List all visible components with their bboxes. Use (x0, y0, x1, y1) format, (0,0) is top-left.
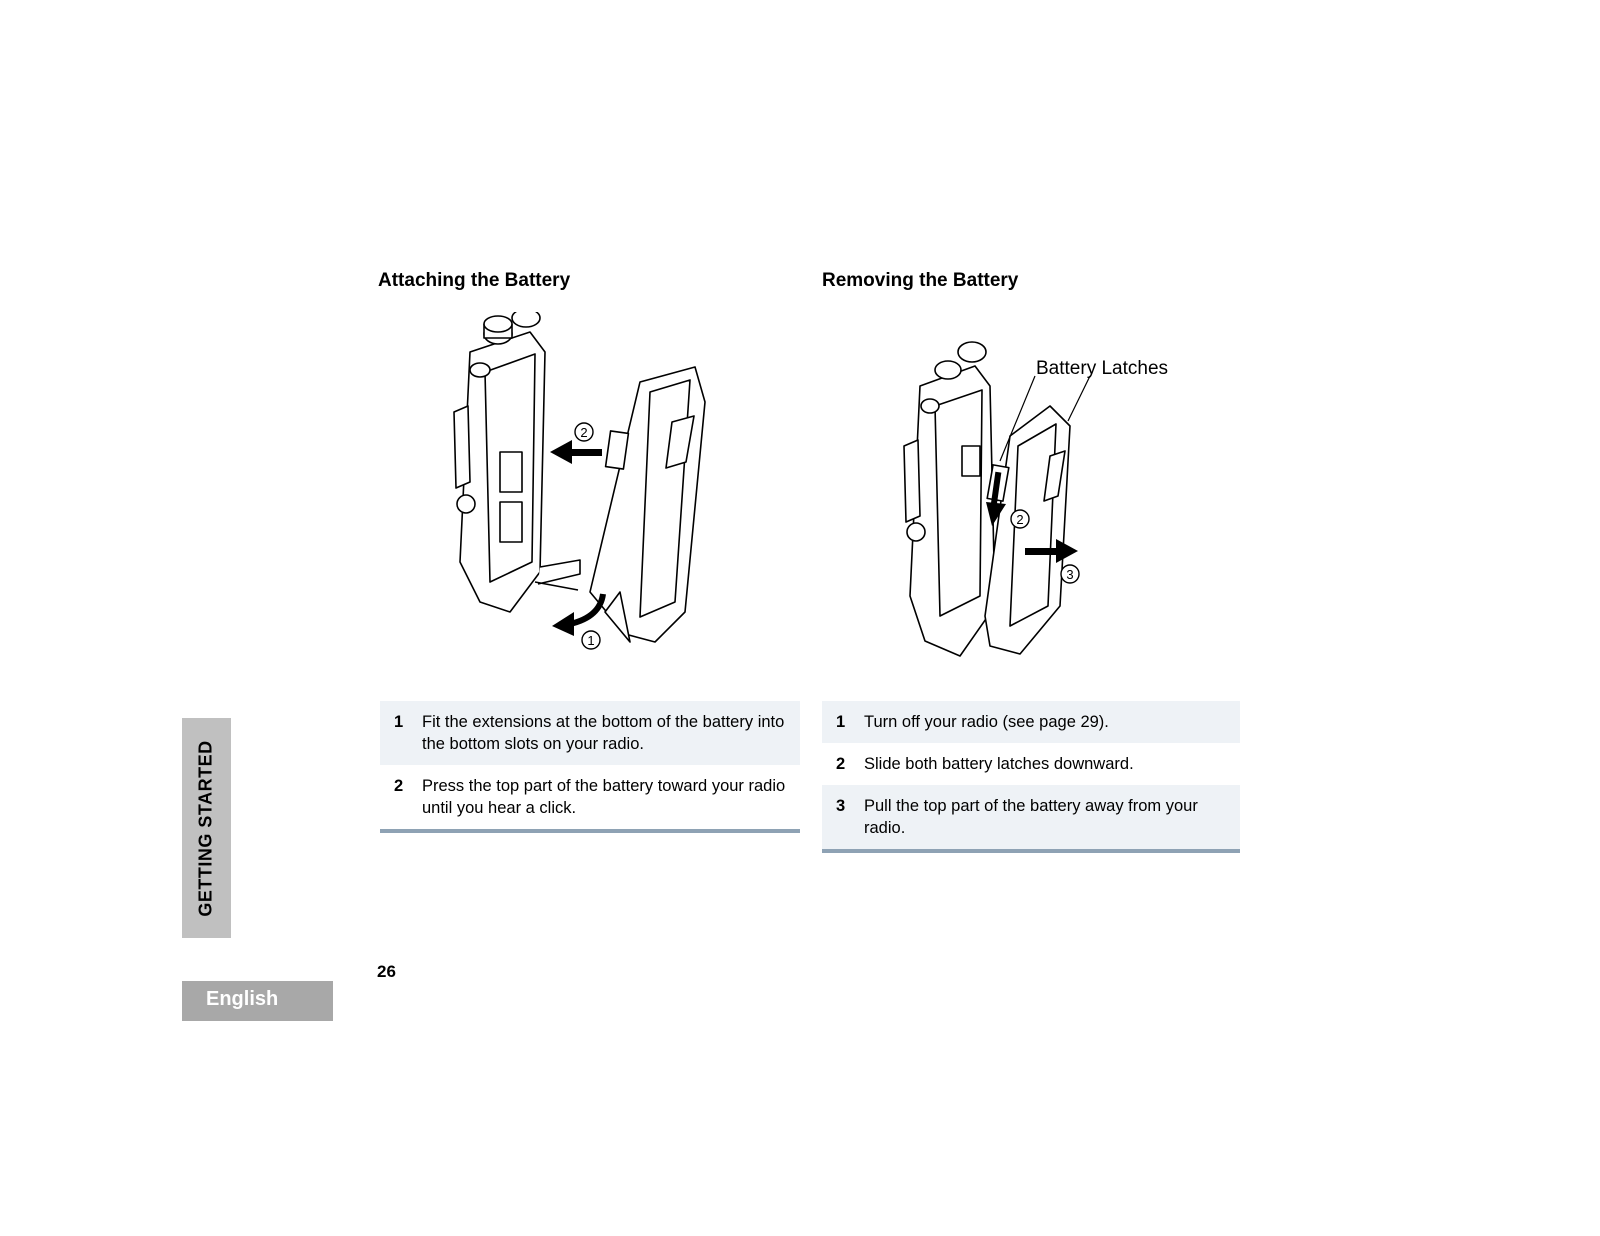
callout-3-label: 3 (1066, 567, 1074, 582)
section-side-tab-label: GETTING STARTED (196, 739, 217, 917)
language-tab: English (182, 981, 333, 1021)
battery-latches-label: Battery Latches (1036, 358, 1169, 379)
step-number: 2 (394, 777, 404, 795)
step-row (380, 701, 800, 765)
removing-battery-heading: Removing the Battery (822, 270, 1019, 291)
step-row (822, 785, 1240, 849)
step-number: 3 (836, 797, 846, 815)
step-text: Pull the top part of the battery away from your radio. (864, 797, 1198, 837)
arrow-2-icon (550, 440, 602, 464)
step-row (380, 765, 800, 829)
attaching-battery-heading: Attaching the Battery (378, 270, 571, 291)
section-side-tab (182, 718, 231, 938)
callout-2-label-remove: 2 (1016, 512, 1024, 527)
removing-steps-table (822, 701, 1240, 853)
step-row (822, 743, 1240, 785)
page-number: 26 (377, 962, 396, 981)
step-number: 1 (394, 713, 404, 731)
callout-2-label: 2 (580, 425, 588, 440)
step-text: Press the top part of the battery toward your radio until you hear a click. (422, 777, 786, 817)
attaching-battery-illustration (440, 312, 740, 672)
step-text: Turn off your radio (see page 29). (864, 713, 1109, 731)
attaching-steps-table (380, 701, 800, 833)
removing-battery-illustration (900, 336, 1200, 672)
step-text: Slide both battery latches downward. (864, 755, 1134, 773)
arrow-1-icon (552, 594, 603, 636)
step-number: 2 (836, 755, 846, 773)
callout-1-label: 1 (587, 633, 595, 648)
step-text: Fit the extensions at the bottom of the battery into the bottom slots on your radio. (422, 713, 785, 753)
step-number: 1 (836, 713, 846, 731)
step-row (822, 701, 1240, 743)
